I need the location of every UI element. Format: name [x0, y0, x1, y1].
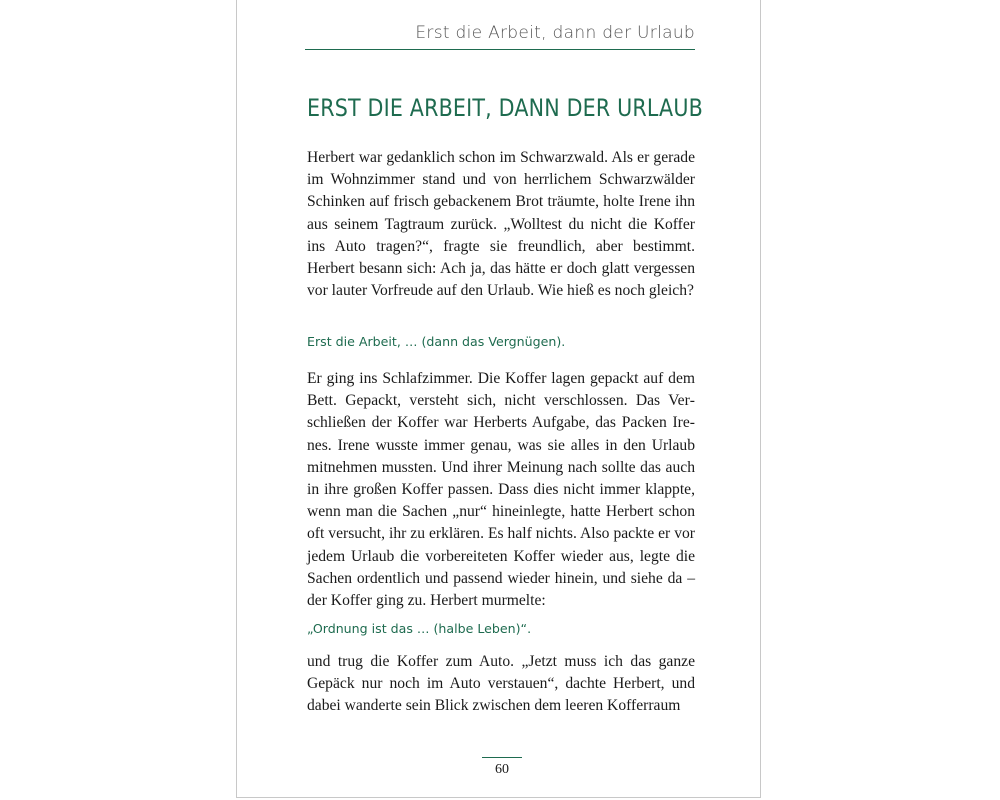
- paragraph-2: Er ging ins Schlafzimmer. Die Koffer lagen gepackt auf dem Bett. Gepackt, versteht sich, nicht verschlossen. Das Verschließen der Koffer war Herberts Aufgabe, das Packen Irenes. Irene wusste immer genau, was sie alles in den Urlaub mitnehmen mussten. Und ihrer Meinung nach sollte das auch in ihre großen Koffer passen. Dass dies nicht immer klappte, wenn man die Sachen „nur“ hineinlegte, hatte Herbert schon oft versucht, ihr zu erklären. Es half nichts. Also packte er vor jedem Urlaub die vorbereiteten Koffer wieder aus, legte die Sachen ordentlich und passend wieder hinein, und siehe da – der Koffer ging zu. Herbert murmelte:: [307, 370, 695, 610]
- chapter-title: ERST DIE ARBEIT, DANN DER URLAUB: [307, 94, 703, 122]
- book-page: [236, 0, 761, 798]
- running-head: Erst die Arbeit, dann der Urlaub: [415, 23, 695, 43]
- proverb-quote-1: Erst die Arbeit, … (dann das Vergnügen).: [307, 334, 566, 349]
- page-number: 60: [495, 762, 509, 777]
- proverb-quote-2: „Ordnung ist das … (halbe Leben)“.: [307, 621, 532, 636]
- paragraph-3: und trug die Koffer zum Auto. „Jetzt muss ich das ganze Gepäck nur noch im Auto verstauen“, dachte Herbert, und dabei wanderte sein Blick zwischen dem leeren Kofferraum: [307, 653, 695, 715]
- footer-divider: [482, 757, 522, 758]
- header-divider: [305, 49, 695, 50]
- paragraph-1: Herbert war gedanklich schon im Schwarzwald. Als er gerade im Wohnzimmer stand und von herrlichem Schwarzwälder Schinken auf frisch gebackenem Brot träumte, holte Irene ihn aus seinem Tagtraum zurück. „Wolltest du nicht die Koffer ins Auto tragen?“, fragte sie freundlich, aber bestimmt. Herbert besann sich: Ach ja, das hätte er doch glatt vergessen vor lauter Vorfreude auf den Urlaub. Wie hieß es noch gleich?: [307, 149, 695, 300]
